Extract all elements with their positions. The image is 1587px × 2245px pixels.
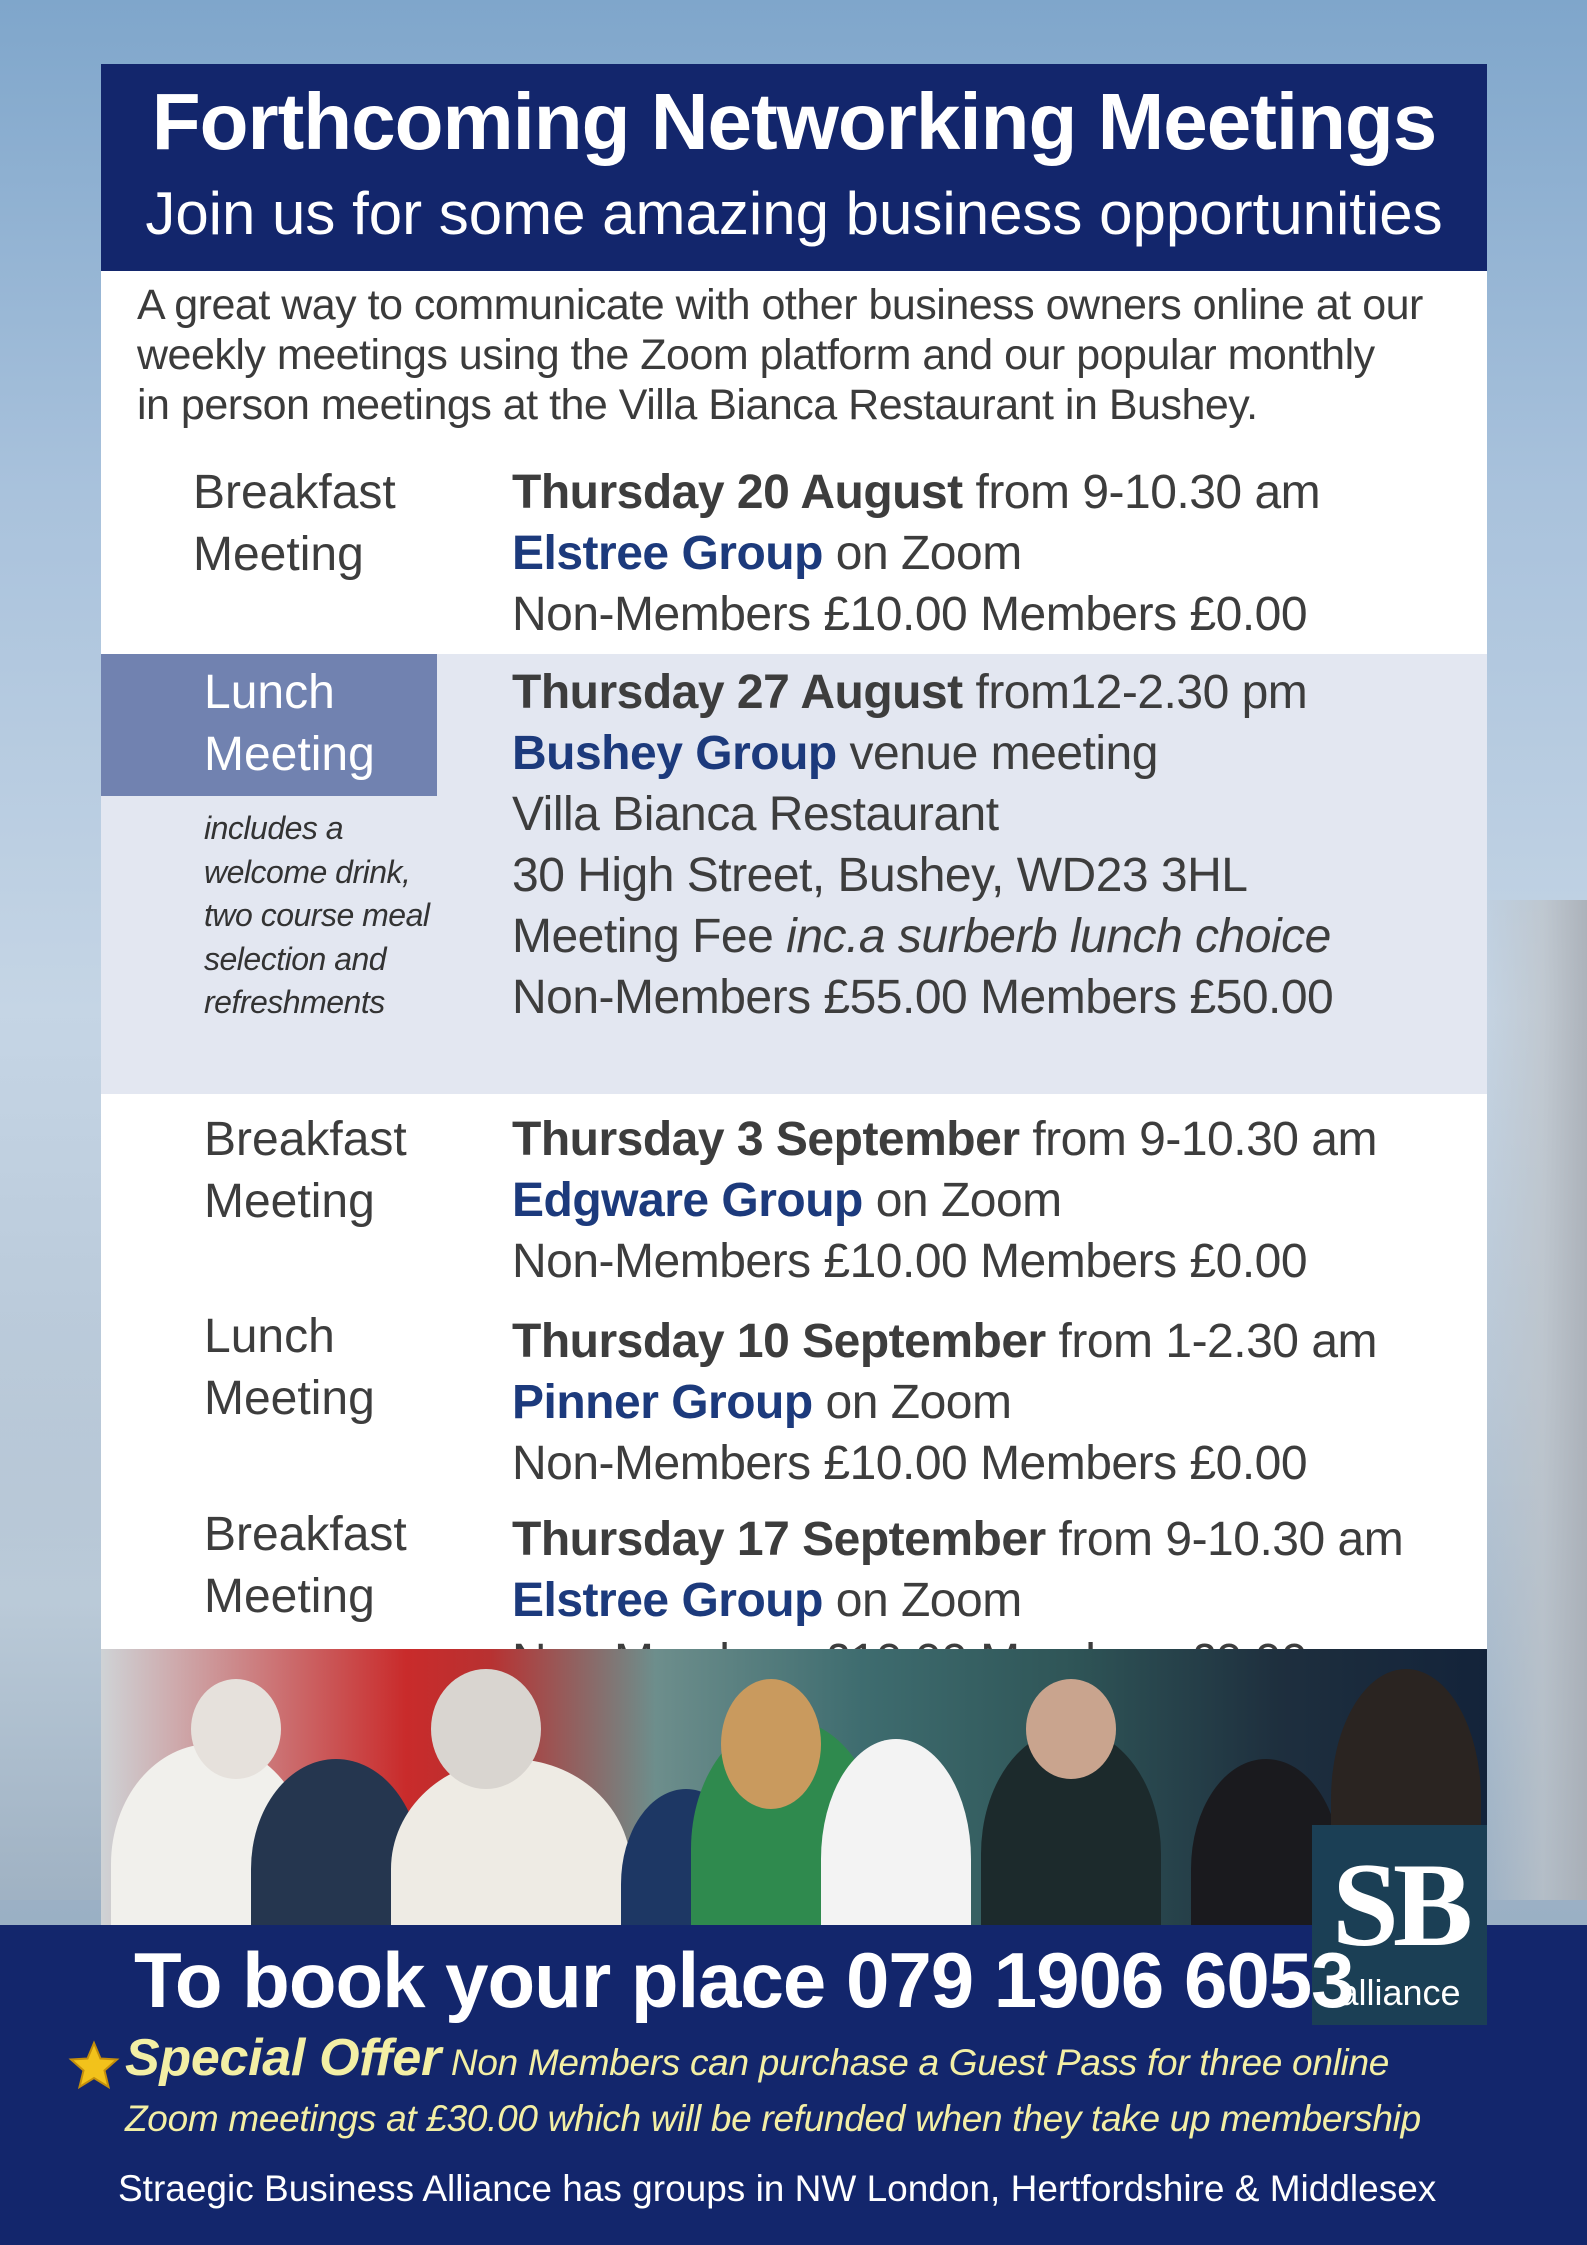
event-time: from 9-10.30 am (1045, 1513, 1404, 1566)
event-time: from12-2.30 pm (962, 666, 1308, 719)
event-type-label (204, 662, 375, 786)
note-line: refreshments (204, 984, 385, 1020)
event-fee-note: inc.a surberb lunch choice (786, 910, 1331, 963)
event-time: from 9-10.30 am (962, 466, 1321, 519)
special-offer (125, 2030, 1545, 2147)
event-date-line (512, 1311, 1377, 1372)
event-location: on Zoom (862, 1174, 1062, 1227)
event-location: venue meeting (836, 727, 1158, 780)
event-group-line (512, 1372, 1377, 1433)
event-time: from 1-2.30 am (1045, 1315, 1377, 1368)
event-group-line (512, 723, 1333, 784)
photo-person (391, 1759, 631, 1925)
lunch-includes-note (204, 807, 444, 1025)
event-type-line: Meeting (204, 1175, 375, 1228)
event-date: Thursday 17 September (512, 1513, 1046, 1566)
offer-text-line2: Zoom meetings at £30.00 which will be refunded when they take up membership (125, 2098, 1421, 2139)
event-group: Elstree Group (512, 527, 823, 580)
event-type-line: Meeting (204, 1372, 375, 1425)
event-location: on Zoom (822, 1574, 1022, 1627)
event-date-line (512, 1509, 1403, 1570)
event-date-line (512, 1109, 1377, 1170)
event-price: Non-Members £10.00 Members £0.00 (512, 588, 1308, 641)
event-fee-line (512, 906, 1333, 967)
event-price: Non-Members £55.00 Members £50.00 (512, 971, 1334, 1024)
event-time: from 9-10.30 am (1019, 1113, 1377, 1166)
event-group: Edgware Group (512, 1174, 863, 1227)
event-date: Thursday 10 September (512, 1315, 1046, 1368)
note-line: welcome drink, (204, 853, 411, 890)
page-title: Forthcoming Networking Meetings (151, 77, 1437, 166)
event-fee-label: Meeting Fee (512, 910, 787, 963)
event-location: on Zoom (812, 1376, 1012, 1429)
intro-line: A great way to communicate with other business owners online at our (137, 281, 1423, 329)
lunch-tag (101, 654, 437, 796)
logo-word: alliance (1338, 1972, 1461, 2013)
event-date: Thursday 3 September (512, 1113, 1020, 1166)
event-location: on Zoom (822, 527, 1022, 580)
event-date: Thursday 20 August (512, 466, 963, 519)
event-type-line: Meeting (193, 528, 364, 581)
event-group: Bushey Group (512, 727, 837, 780)
logo-mark: SB (1332, 1838, 1467, 1971)
event-type-line: Breakfast (193, 466, 396, 519)
event-group-line (512, 1170, 1377, 1231)
intro-line: weekly meetings using the Zoom platform and our popular monthly (137, 331, 1375, 379)
event-type-line: Meeting (204, 728, 375, 781)
footer-tagline: Straegic Business Alliance has groups in NW London, Hertfordshire & Middlesex (118, 2168, 1437, 2209)
offer-heading: Special Offer (125, 2029, 441, 2087)
event-price: Non-Members £10.00 Members £0.00 (512, 1437, 1308, 1490)
event-details (512, 1311, 1377, 1494)
event-group-line (512, 1570, 1403, 1631)
event-details (512, 462, 1320, 645)
note-line: selection and (204, 940, 387, 977)
event-date-line (512, 662, 1333, 723)
event-type-line: Lunch (204, 666, 335, 719)
photo-person (721, 1679, 821, 1809)
event-venue: Villa Bianca Restaurant (512, 788, 999, 841)
event-type-line: Lunch (204, 1310, 335, 1363)
offer-text: Non Members can purchase a Guest Pass for three online (440, 2042, 1390, 2083)
event-address: 30 High Street, Bushey, WD23 3HL (512, 849, 1248, 902)
event-type-line: Breakfast (204, 1113, 407, 1166)
note-line: includes a (204, 810, 344, 846)
event-price: Non-Members £10.00 Members £0.00 (512, 1235, 1308, 1288)
event-type-line: Meeting (204, 1570, 375, 1623)
photo-person (431, 1669, 541, 1789)
intro-text (137, 280, 1467, 430)
booking-phone: To book your place 079 1906 6053 (134, 1936, 1354, 2024)
photo-person (1026, 1679, 1116, 1779)
event-details (512, 662, 1333, 1028)
networking-group-photo (101, 1649, 1487, 1925)
event-type-label (193, 462, 396, 586)
photo-person (191, 1679, 281, 1779)
header-banner (101, 64, 1487, 271)
intro-line: in person meetings at the Villa Bianca Restaurant in Bushey. (137, 381, 1258, 429)
event-type-label (204, 1306, 375, 1430)
event-group: Elstree Group (512, 1574, 823, 1627)
event-group-line (512, 523, 1320, 584)
star-icon (68, 2040, 120, 2092)
event-details (512, 1109, 1377, 1292)
event-date-line (512, 462, 1320, 523)
flyer-card (101, 64, 1487, 1649)
event-date: Thursday 27 August (512, 666, 963, 719)
background-lake (0, 1300, 110, 1900)
page-subtitle: Join us for some amazing business opportunities (145, 180, 1443, 247)
note-line: two course meal (204, 897, 430, 933)
event-type-label (204, 1109, 407, 1233)
event-type-label (204, 1504, 407, 1628)
background-frosted-trees (1477, 900, 1587, 1900)
event-type-line: Breakfast (204, 1508, 407, 1561)
event-group: Pinner Group (512, 1376, 813, 1429)
